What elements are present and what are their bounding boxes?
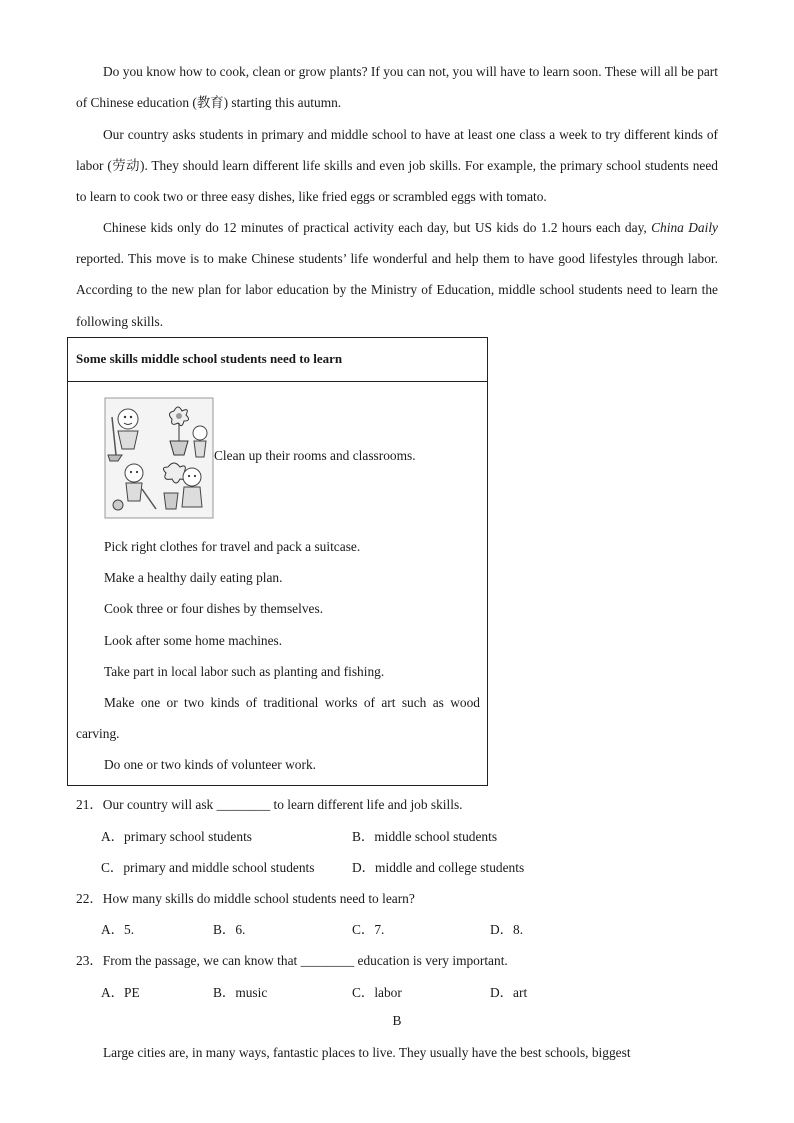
intro-paragraph-3-text-a: Chinese kids only do 12 minutes of practical activity each day, but US kids do 1.2 hours each day,: [103, 220, 652, 235]
skill-item: [76, 687, 480, 749]
section-b-label: B: [392, 1013, 402, 1028]
intro-paragraph-2: [76, 119, 718, 213]
skills-table-title: Some skills middle school students need to learn: [76, 351, 343, 366]
option-21-c: C．primary and middle school students: [101, 860, 315, 875]
option-21-a: A．primary school students: [101, 829, 252, 844]
skills-table: [67, 337, 488, 786]
skill-item: Pick right clothes for travel and pack a suitcase.: [104, 539, 361, 554]
skill-item: Look after some home machines.: [104, 633, 283, 648]
option-22-d: D．8.: [490, 922, 524, 937]
cleaning-illustration: [104, 397, 214, 519]
option-21-b: B．middle school students: [352, 829, 498, 844]
skill-item-text: Make one or two kinds of traditional works of art such as wood carving.: [76, 695, 480, 742]
skill-item: Make a healthy daily eating plan.: [104, 570, 283, 585]
option-22-b: B．6.: [213, 922, 246, 937]
section-b-text: Large cities are, in many ways, fantastic places to live. They usually have the best schools, biggest: [103, 1045, 631, 1060]
intro-paragraph-1: [76, 56, 718, 118]
intro-paragraph-1-text: Do you know how to cook, clean or grow plants? If you can not, you will have to learn soon. These will all be part of Chinese education (教育) starting this autumn.: [76, 64, 718, 111]
skill-item: Take part in local labor such as planting and fishing.: [104, 664, 385, 679]
newspaper-name: China Daily: [651, 220, 718, 235]
intro-paragraph-3: [76, 212, 718, 337]
picture-caption: Clean up their rooms and classrooms.: [214, 448, 416, 463]
section-b-paragraph: [76, 1037, 718, 1068]
option-22-c: C．7.: [352, 922, 385, 937]
option-22-a: A．5.: [101, 922, 135, 937]
option-23-a: A．PE: [101, 985, 140, 1000]
question-21: 21．Our country will ask ________ to learn different life and job skills.: [76, 797, 463, 812]
skills-table-header: [68, 338, 487, 382]
option-21-d: D．middle and college students: [352, 860, 525, 875]
skill-item: Do one or two kinds of volunteer work.: [104, 757, 316, 772]
option-23-b: B．music: [213, 985, 268, 1000]
intro-paragraph-3-text-b: reported. This move is to make Chinese students’ life wonderful and help them to have good lifestyles through labor. According to the new plan for labor education by the Ministry of Education, middle school students need to learn the following skills.: [76, 251, 718, 329]
option-23-d: D．art: [490, 985, 528, 1000]
question-23: 23．From the passage, we can know that ________ education is very important.: [76, 953, 508, 968]
question-22: 22．How many skills do middle school students need to learn?: [76, 891, 415, 906]
option-23-c: C．labor: [352, 985, 402, 1000]
intro-paragraph-2-text: Our country asks students in primary and middle school to have at least one class a week to try different kinds of labor (劳动). They should learn different life skills and even job skills. For example, the primary school students need to learn to cook two or three easy dishes, like fried eggs or scrambled eggs with tomato.: [76, 127, 718, 205]
skill-item: Cook three or four dishes by themselves.: [104, 601, 324, 616]
